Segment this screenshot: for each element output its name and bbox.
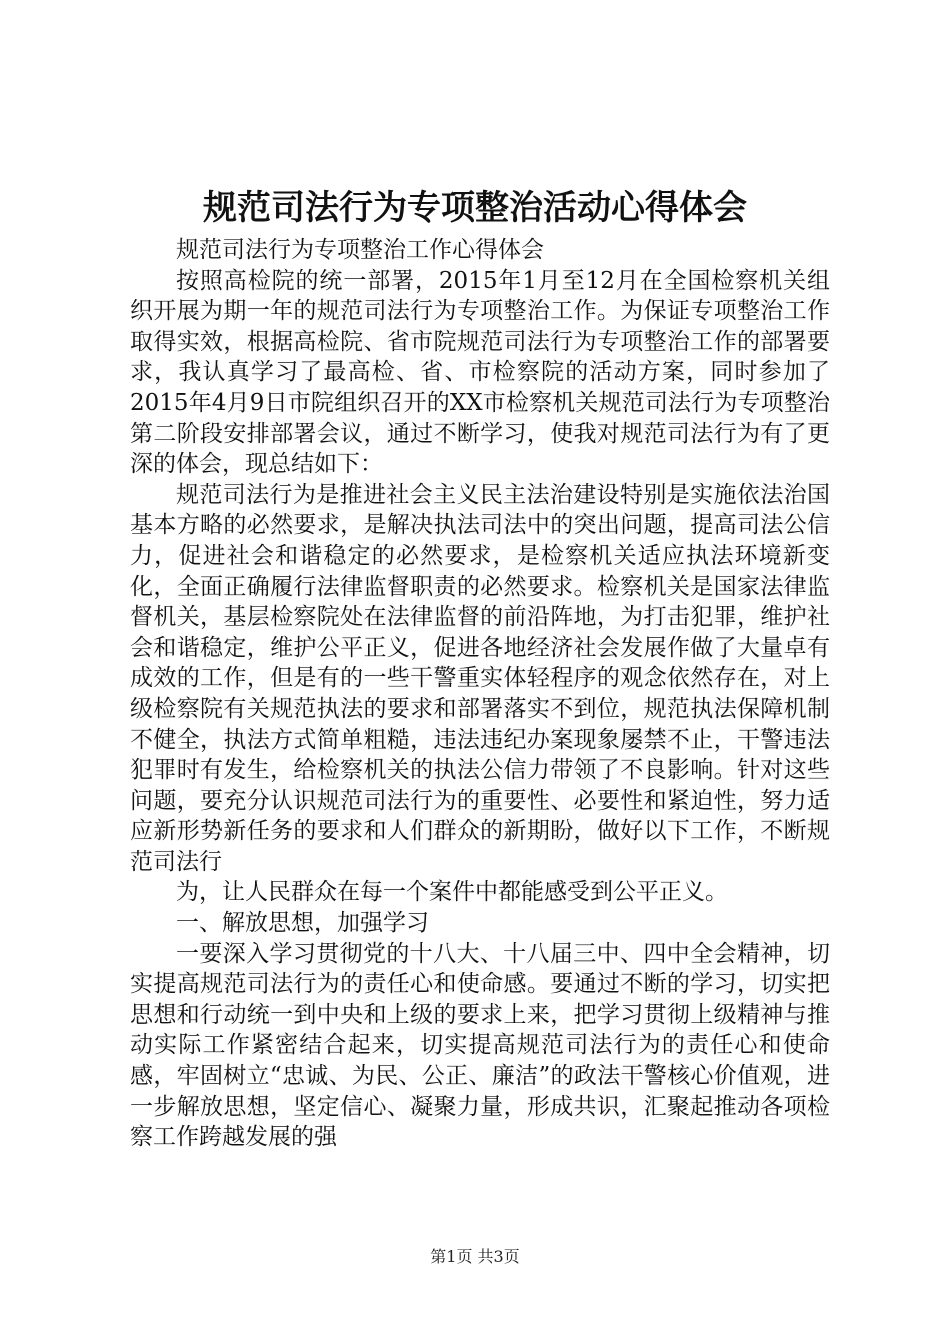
body-paragraph: 按照高检院的统一部署，2015年1月至12月在全国检察机关组织开展为期一年的规范司法行为专项整治工作。为保证专项整治工作取得实效，根据高检院、省市院规范司法行为专项整治工作的部署要求，我认真学习了最高检、省、市检察院的活动方案，同时参加了2015年4月9日市院组织召开的XX市检察机关规范司法行为专项整治第二阶段安排部署会议，通过不断学习，使我对规范司法行为有了更深的体会，现总结如下： bbox=[130, 267, 830, 478]
body-paragraph: 一要深入学习贯彻党的十八大、十八届三中、四中全会精神，切实提高规范司法行为的责任心和使命感。要通过不断的学习，切实把思想和行动统一到中央和上级的要求上来，把学习贯彻上级精神与推动实际工作紧密结合起来，切实提高规范司法行为的责任心和使命感，牢固树立“忠诚、为民、公正、廉洁”的政法干警核心价值观，进一步解放思想，坚定信心、凝聚力量，形成共识，汇聚起推动各项检察工作跨越发展的强 bbox=[130, 940, 830, 1151]
body-paragraph: 规范司法行为是推进社会主义民主法治建设特别是实施依法治国基本方略的必然要求，是解决执法司法中的突出问题，提高司法公信力，促进社会和谐稳定的必然要求，是检察机关适应执法环境新变化，全面正确履行法律监督职责的必然要求。检察机关是国家法律监督机关，基层检察院处在法律监督的前沿阵地，为打击犯罪，维护社会和谐稳定，维护公平正义，促进各地经济社会发展作做了大量卓有成效的工作，但是有的一些干警重实体轻程序的观念依然存在，对上级检察院有关规范执法的要求和部署落实不到位，规范执法保障机制不健全，执法方式简单粗糙，违法违纪办案现象屡禁不止，干警违法犯罪时有发生，给检察机关的执法公信力带领了不良影响。针对这些问题，要充分认识规范司法行为的重要性、必要性和紧迫性，努力适应新形势新任务的要求和人们群众的新期盼，做好以下工作，不断规范司法行 bbox=[130, 481, 830, 875]
section-heading: 一、解放思想，加强学习 bbox=[176, 910, 429, 937]
subtitle-paragraph: 规范司法行为专项整治工作心得体会 bbox=[176, 237, 544, 263]
page-number-footer: 第1页 共3页 bbox=[430, 1247, 520, 1266]
document-body bbox=[130, 235, 830, 1153]
body-paragraph: 为，让人民群众在每一个案件中都能感受到公平正义。 bbox=[176, 879, 728, 906]
document-title: 规范司法行为专项整治活动心得体会 bbox=[203, 188, 747, 228]
